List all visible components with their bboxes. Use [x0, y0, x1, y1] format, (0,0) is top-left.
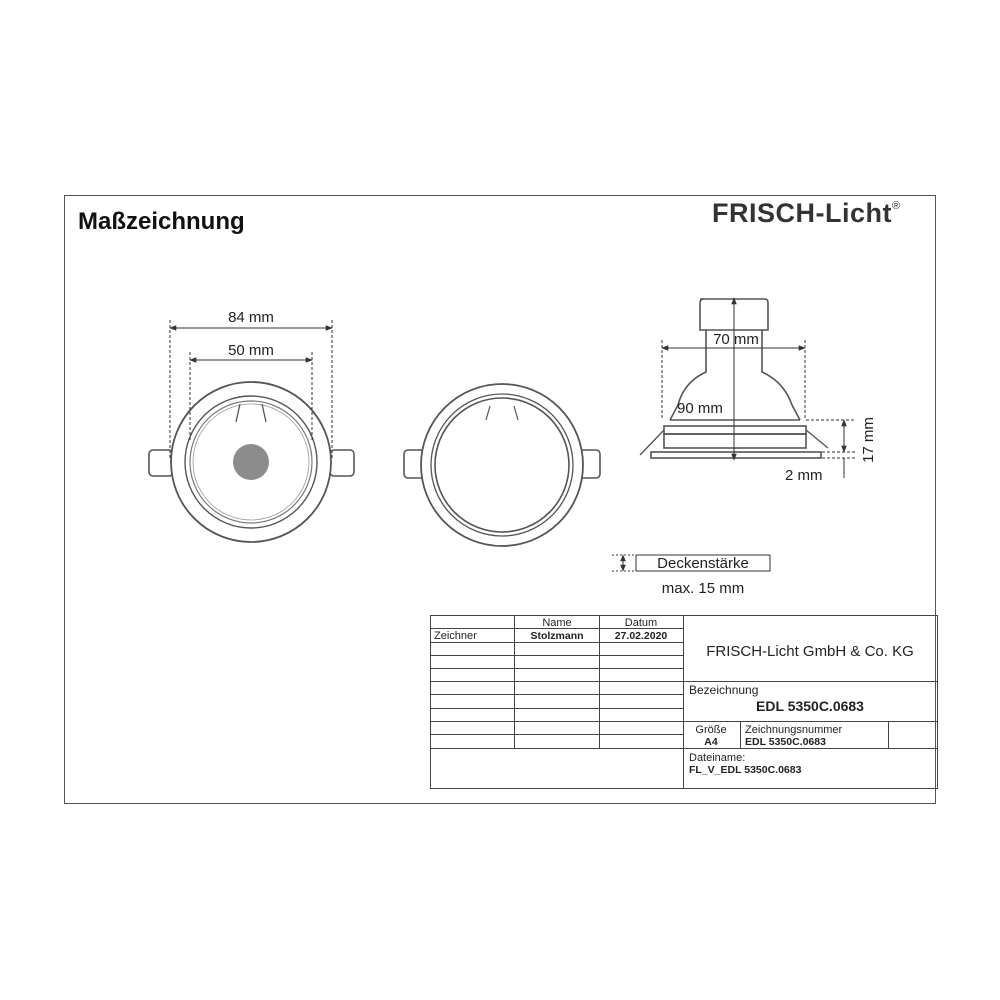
drawer-name: Stolzmann: [530, 630, 584, 642]
dim-label-2mm: 2 mm: [785, 467, 823, 484]
ceiling-label: Deckenstärke: [657, 555, 749, 572]
size-label: Größe: [695, 724, 727, 736]
ceiling-max-label: max. 15 mm: [661, 580, 745, 597]
filename-label: Dateiname:: [689, 752, 746, 764]
registered-mark: ®: [891, 200, 901, 212]
col-header-date: Datum: [624, 617, 658, 629]
drawing-date: 27.02.2020: [614, 630, 668, 642]
company-name: FRISCH-Licht GmbH & Co. KG: [706, 643, 914, 660]
brand-name: FRISCH-Licht: [712, 198, 892, 228]
drawing-number-label: Zeichnungsnummer: [745, 724, 843, 736]
drawing-number-value: EDL 5350C.0683: [745, 736, 826, 748]
dim-label-17mm: 17 mm: [860, 417, 877, 463]
row-label-drawer: Zeichner: [434, 630, 477, 642]
drawing-title: Maßzeichnung: [78, 208, 245, 235]
dim-label-90mm: 90 mm: [677, 400, 723, 417]
designation-value: EDL 5350C.0683: [756, 698, 864, 714]
front-view-luminaire: [149, 382, 354, 542]
filename-value: FL_V_EDL 5350C.0683: [689, 764, 802, 776]
rear-view-luminaire: [404, 384, 600, 546]
designation-label: Bezeichnung: [689, 683, 759, 697]
dim-label-84mm: 84 mm: [228, 309, 274, 326]
size-value: A4: [704, 736, 718, 748]
col-header-name: Name: [542, 617, 572, 629]
dim-label-50mm: 50 mm: [228, 342, 274, 359]
dim-label-70mm: 70 mm: [713, 331, 759, 348]
led-lens: [233, 444, 269, 480]
